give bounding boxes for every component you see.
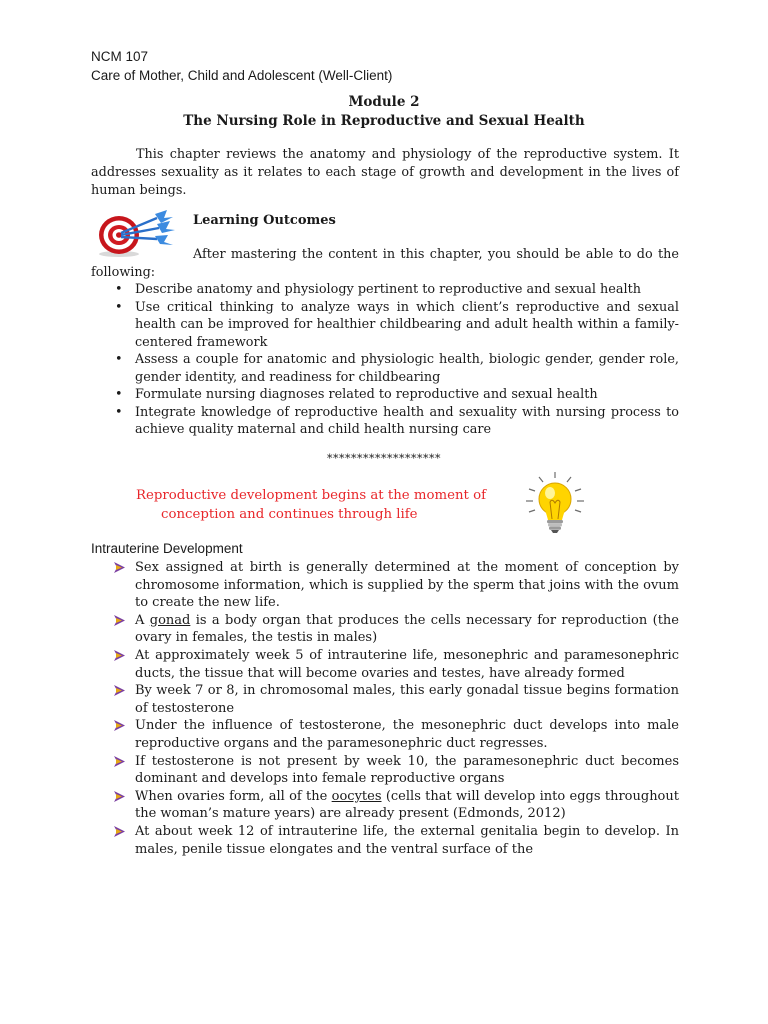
list-item-text-pre: When ovaries form, all of the xyxy=(135,788,332,804)
course-header xyxy=(91,47,392,85)
list-item-text-post: is a body organ that produces the cells necessary for reproduction (the ovary in females, the testis in males) xyxy=(135,612,679,646)
list-item-text: Under the influence of testosterone, the mesonephric duct develops into male reproductive organs and the paramesonephric duct regresses. xyxy=(135,718,679,751)
list-item xyxy=(91,717,679,752)
list-item xyxy=(91,682,679,717)
list-item xyxy=(91,823,679,858)
list-item-text: If testosterone is not present by week 10, the paramesonephric duct becomes dominant and develops into female reproductive organs xyxy=(135,753,679,787)
list-item xyxy=(91,753,679,788)
list-item xyxy=(91,647,679,682)
chapter-intro: This chapter reviews the anatomy and physiology of the reproductive system. It addresses sexuality as it relates to each stage of growth and development in the lives of human beings. xyxy=(91,147,679,198)
module-number: Module 2 xyxy=(348,94,420,110)
list-item-text: At approximately week 5 of intrauterine life, mesonephric and paramesonephric ducts, the tissue that will become ovaries and testes, have already formed xyxy=(135,647,679,681)
arrow-bullet-icon xyxy=(113,719,126,732)
intrauterine-heading: Intrauterine Development xyxy=(91,541,243,556)
list-item xyxy=(91,559,679,612)
course-title: Care of Mother, Child and Adolescent (Well-Client) xyxy=(91,68,393,83)
learning-outcomes-intro: After mastering the content in this chapter, you should be able to do the following: xyxy=(91,247,679,280)
list-item-text: By week 7 or 8, in chromosomal males, this early gonadal tissue begins formation of testosterone xyxy=(135,683,679,716)
list-item: • Assess a couple for anatomic and physiologic health, biologic gender, gender role, gender identity, and readiness for childbearing xyxy=(91,351,679,386)
list-item: • Describe anatomy and physiology pertinent to reproductive and sexual health xyxy=(91,281,679,299)
list-item-text-pre: A xyxy=(135,612,150,628)
list-item: • Integrate knowledge of reproductive health and sexuality with nursing process to achieve quality maternal and child health nursing care xyxy=(91,404,679,439)
term-gonad: gonad xyxy=(149,612,191,628)
course-code: NCM 107 xyxy=(91,49,149,64)
list-item: • Use critical thinking to analyze ways in which client’s reproductive and sexual health can be improved for healthier childbearing and adult health within a family-centered framework xyxy=(91,299,679,352)
list-item: • Formulate nursing diagnoses related to reproductive and sexual health xyxy=(91,386,679,404)
learning-outcomes-title: Learning Outcomes xyxy=(193,213,336,228)
arrow-bullet-icon xyxy=(113,790,126,803)
arrow-bullet-icon xyxy=(113,614,126,627)
list-item-text: Sex assigned at birth is generally determined at the moment of conception by chromosome information, which is supplied by the sperm that joins with the ovum to create the new life. xyxy=(135,560,679,611)
arrow-bullet-icon xyxy=(113,755,126,768)
intrauterine-list xyxy=(91,559,679,858)
arrow-bullet-icon xyxy=(113,649,126,662)
lightbulb-icon xyxy=(517,470,593,540)
list-item xyxy=(91,612,679,647)
highlight-line-1: Reproductive development begins at the moment of xyxy=(136,488,487,503)
list-item-text: At about week 12 of intrauterine life, the external genitalia begin to develop. In males, penile tissue elongates and the ventral surface of the xyxy=(135,823,679,857)
module-heading xyxy=(0,93,768,131)
list-item xyxy=(91,788,679,823)
term-oocytes: oocytes xyxy=(331,788,382,804)
section-separator: ******************* xyxy=(327,452,441,465)
learning-outcomes-list xyxy=(91,281,679,439)
arrow-bullet-icon xyxy=(113,684,126,697)
highlight-line-2: conception and continues through life xyxy=(161,507,418,522)
module-title: The Nursing Role in Reproductive and Sexual Health xyxy=(183,113,585,129)
highlight-callout xyxy=(136,486,486,524)
arrow-bullet-icon xyxy=(113,825,126,838)
arrow-bullet-icon xyxy=(113,561,126,574)
list-item-text-post: (cells that will develop into eggs throughout the woman’s mature years) are already present (Edmonds, 2012) xyxy=(135,788,679,822)
